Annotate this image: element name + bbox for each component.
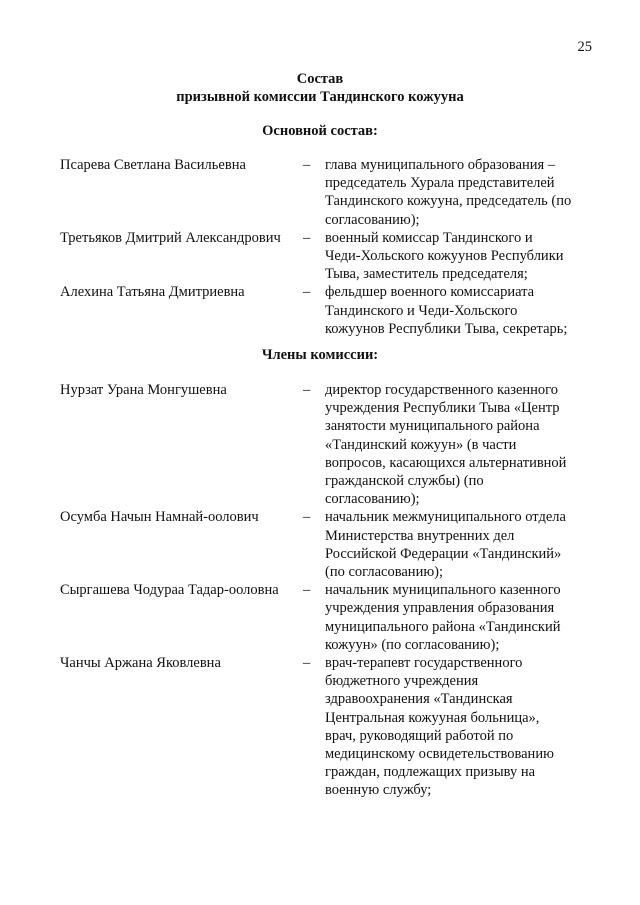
main-section-heading: Основной состав:: [262, 123, 378, 139]
member-name: Чанчы Аржана Яковлевна: [60, 655, 221, 672]
dash-separator: –: [303, 157, 311, 173]
dash-separator: –: [303, 382, 311, 398]
dash-separator: –: [303, 655, 311, 672]
member-name: Псарева Светлана Васильевна: [60, 157, 246, 173]
dash-separator: –: [303, 284, 311, 301]
member-role: фельдшер военного комиссариата Тандинского и Чеди-Хольского кожуунов Республики Тыва, секретарь;: [325, 284, 568, 337]
member-name: Алехина Татьяна Дмитриевна: [60, 284, 245, 301]
member-name: Осумба Начын Намнай-оолович: [60, 509, 259, 526]
list-item: [60, 654, 588, 800]
list-item: [60, 156, 588, 229]
member-role: врач-терапевт государственного бюджетного учреждения здравоохранения «Тандинская Центральная кожууная больница», врач, руководящий работой по медицинскому освидетельствованию граждан, подлежащих призыву на военную службу;: [325, 655, 554, 799]
member-name: Третьяков Дмитрий Александрович: [60, 229, 281, 246]
list-item: [60, 381, 588, 508]
dash-separator: –: [303, 229, 311, 246]
member-role: глава муниципального образования – председатель Хурала представителей Тандинского кожууна, председатель (по согласованию);: [325, 157, 572, 228]
member-role: начальник муниципального казенного учреждения управления образования муниципального района «Тандинский кожуун» (по согласованию);: [325, 582, 561, 653]
page-number: 25: [577, 39, 592, 55]
commission-members-list: [60, 381, 588, 800]
dash-separator: –: [303, 509, 311, 526]
member-name: Нурзат Урана Монгушевна: [60, 382, 227, 398]
document-subtitle: призывной комиссии Тандинского кожууна: [176, 89, 464, 105]
list-item: [60, 229, 588, 284]
members-section-heading: Члены комиссии:: [261, 347, 379, 363]
main-members-list: [60, 156, 588, 338]
member-name: Сыргашева Чодураа Тадар-ооловна: [60, 582, 279, 599]
dash-separator: –: [303, 582, 311, 599]
list-item: [60, 508, 588, 581]
member-role: начальник межмуниципального отдела Министерства внутренних дел Российской Федерации «Тандинский» (по согласованию);: [325, 509, 566, 581]
member-role: военный комиссар Тандинского и Чеди-Хольского кожуунов Республики Тыва, заместитель председателя;: [325, 229, 564, 283]
list-item: [60, 581, 588, 654]
list-item: [60, 283, 588, 338]
member-role: директор государственного казенного учреждения Республики Тыва «Центр занятости муниципального района «Тандинский кожуун» (в части вопросов, касающихся альтернативной гражданской службы) (по согласованию);: [325, 382, 567, 508]
document-title: Состав: [296, 71, 344, 87]
